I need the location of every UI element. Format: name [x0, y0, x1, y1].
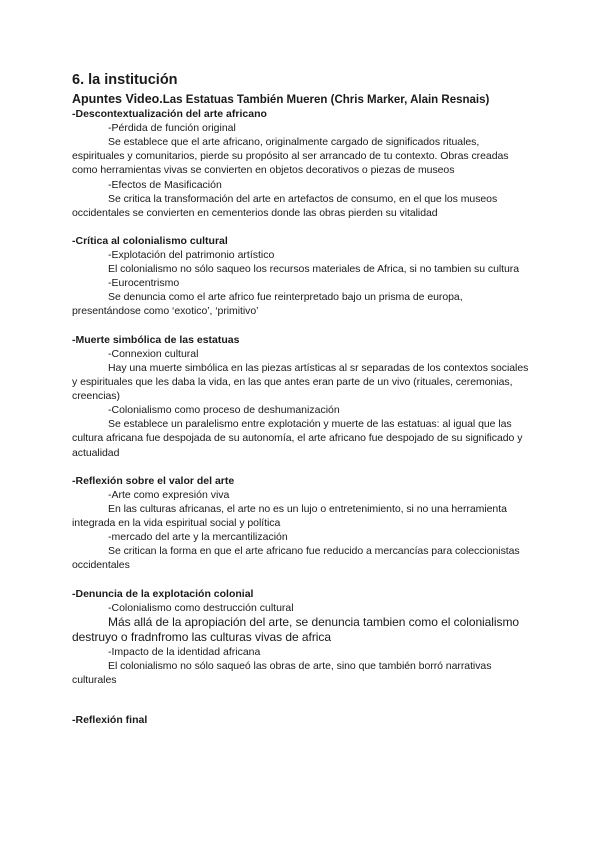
subheading: -Explotación del patrimonio artístico: [108, 249, 275, 262]
section-title: -Descontextualización del arte africano: [72, 108, 267, 120]
section-title: -Reflexión sobre el valor del arte: [72, 474, 235, 487]
section-title: -Denuncia de la explotación colonial: [72, 587, 254, 600]
section-colonialismo-cultural: [72, 234, 532, 319]
subheading: -Impacto de la identidad africana: [108, 645, 261, 658]
section-title: -Muerte simbólica de las estatuas: [72, 333, 240, 346]
subheading: -Eurocentrismo: [108, 277, 180, 290]
section-descontextualizacion: [72, 107, 532, 220]
paragraph: El colonialismo no sólo saqueo los recursos materiales de Africa, si no tambien su cultura: [108, 263, 520, 276]
paragraph: Se critica la transformación del arte en artefactos de consumo, en el que los museos occidentales se convierten en cementerios donde las obras pierden su vitalidad: [72, 192, 498, 219]
subheading: -Colonialismo como proceso de deshumanización: [108, 404, 340, 417]
final-section-title: -Reflexión final: [72, 714, 148, 727]
subheading: -Colonialismo como destrucción cultural: [108, 601, 294, 614]
section-title: -Crítica al colonialismo cultural: [72, 235, 228, 248]
paragraph: Se establece que el arte africano, originalmente cargado de significados rituales, espirituales y comunitarios, pierde su propósito al ser arrancado de tu contexto. Obras creadas como herramientas vivas se convierten en objetos decorativos o piezas de museos: [72, 136, 509, 177]
page-title: 6. la institución: [72, 72, 178, 88]
paragraph: Se critican la forma en que el arte africano fue reducido a mercancías para coleccionistas occidentales: [72, 545, 520, 572]
document-page: [72, 72, 532, 727]
subtitle-film: Las Estatuas También Mueren (Chris Marker, Alain Resnais): [162, 94, 490, 106]
paragraph: En las culturas africanas, el arte no es un lujo o entretenimiento, si no una herramienta integrada en la vida espiritual social y política: [72, 502, 507, 530]
subheading: -Efectos de Masificación: [108, 178, 222, 191]
section-explotacion-colonial: [72, 587, 532, 687]
video-subtitle: [72, 92, 532, 107]
subheading: -mercado del arte y la mercantilización: [108, 531, 288, 544]
subheading: -Pérdida de función original: [108, 122, 236, 134]
subheading: -Connexion cultural: [108, 347, 199, 360]
paragraph: Hay una muerte simbólica en las piezas artísticas al sr separadas de los contextos sociales y espirituales que les daba la vida, en las que antes eran parte de un vivo (rituales, ceremonias, creencias): [72, 361, 529, 403]
paragraph: Se denuncia como el arte africo fue reinterpretado bajo un prisma de europa, presentándose como ‘exotico’, ‘primitivo’: [72, 291, 463, 318]
paragraph: Más allá de la apropiación del arte, se denuncia tambien como el colonialismo destruyo o fradnfromo las culturas vivas de africa: [72, 614, 520, 644]
section-valor-del-arte: [72, 474, 532, 573]
paragraph: El colonialismo no sólo saqueó las obras de arte, sino que también borró narrativas culturales: [72, 659, 492, 686]
subheading: -Arte como expresión viva: [108, 488, 230, 501]
section-muerte-simbolica: [72, 333, 532, 460]
subtitle-label: Apuntes Video.: [72, 92, 163, 106]
paragraph: Se establece un paralelismo entre explotación y muerte de las estatuas: al igual que las cultura africana fue despojada de su autonomía, el arte africano fue despojado de su significado y actualidad: [72, 418, 523, 459]
